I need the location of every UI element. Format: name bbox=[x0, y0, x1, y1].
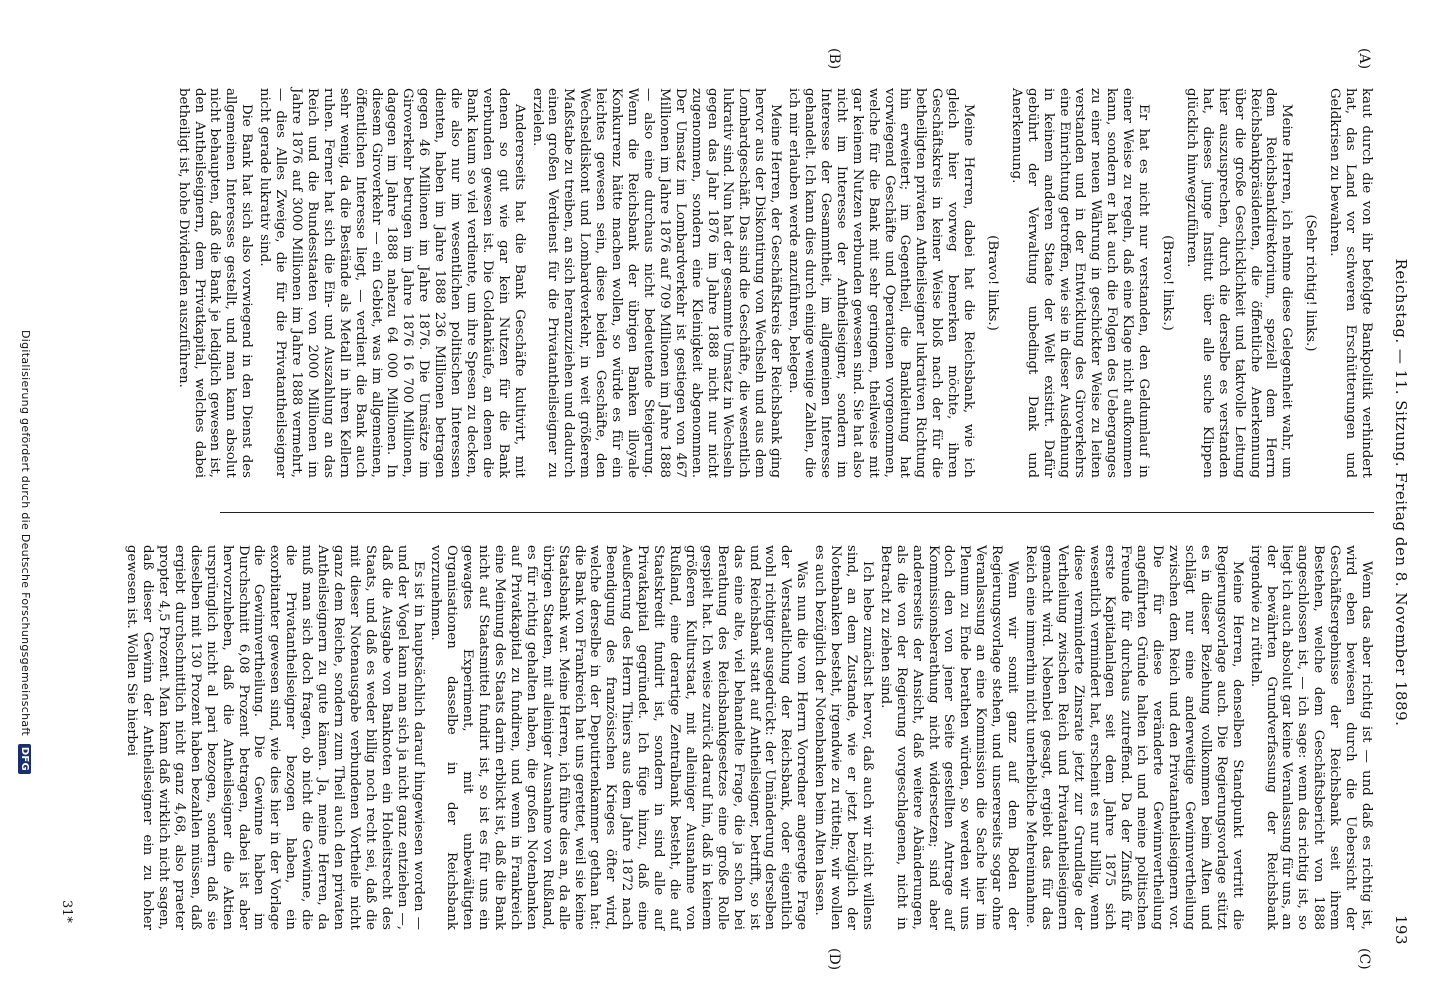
interjection: (Bravo! links.) bbox=[1160, 235, 1176, 331]
paragraph: Ich hebe zunächst hervor, daß auch wir nicht willens sind, an dem Zustande, wie er jetzt bezüglich der Notenbanken besteht, irgendwie zu rütteln; wir wollen es auch bezüglich der Notenbanken beim Alten lassen. bbox=[812, 545, 875, 930]
paragraph: Er hat es nicht nur verstanden, den Geldumlauf in einer Weise zu regeln, daß eine Klage nicht aufkommen kann, sondern er hat auch die Folgen des Ueberganges zu einer neuen Währung in geschickter Weise zu leiten verstanden und in der Entwicklung des Giroverkehrs eine Einrichtung getroffen, wie sie in dieser Ausdehnung in keinem anderen Staate der Welt existirt. Dafür gebührt der Verwaltung unbedingt Dank und Anerkennung. bbox=[1008, 88, 1152, 478]
paragraph: Was nun die vom Herrn Vorredner angeregte Frage der Verstaatlichung der Reichsbank, oder eigentlich wohl richtiger ausgedrückt: der Umänderung derselben und Reichsbank statt auf Antheilseigner, betrifft, so ist das eine alte, viel behandelte Frage, die ja schon bei Berathung des Reichsbankgesetzes eine große Rolle gespielt hat. Ich weise zurück darauf hin, daß in keinem größeren Kulturstaat, mit alleiniger Ausnahme von Rußland, eine derartige Zentralbank besteht, die auf Staatskredit fundirt ist, sondern in sind alle auf Privatkapital gegründet. Ich füge hinzu, daß eine Aeußerung des Herrn Thiers aus dem Jahre 1872 nach Beendigung des französischen Krieges öfter wird, welche derselbe in der Deputirtenkammer gethan hat: die Bank von Frankreich hat uns gerettet, weil sie keine Staatsbank war. Meine Herren, ich führe dies an, da alle übrigen Staaten, mit alleiniger Ausnahme von Rußland, es für richtig gehalten haben, die großen Notenbanken auf Privatkapital zu fundiren, und wenn in Frankreich eine Meinung des Staats darin erblickt ist, daß die Bank nicht auf Staatsmittel fundirt ist, so ist es für uns ein gewagtes Experiment, mit unbewältigten Organisationen dasselbe in der Reichsbank vorzunehmen. bbox=[428, 545, 810, 930]
page-header bbox=[1384, 40, 1410, 945]
paragraph: Meine Herren, dabei hat die Reichsbank, wie ich gleich hier vorweg bemerken möchte, ihren Geschäftskreis in keiner Weise bloß nach der für die betheiligten privaten Antheilseigner lukrativen Richtung hin erweitert; im Gegentheil, die Bankleitung hat vorwiegend Geschäfte und Operationen vorgenommen, welche für die Bank mit sehr geringem, theilweise mit gar keinem Nutzen verbunden gewesen sind. Sie hat also nicht im Interesse der Antheilseigner, sondern im Interesse der Gesammtheit, im allgemeinen Interesse gehandelt. Ich kann dies durch einige wenige Zahlen, die ich mir erlauben werde anzuführen, belegen. bbox=[786, 88, 977, 478]
paragraph: Wenn das aber richtig ist — und daß es richtig ist, wird eben bewiesen durch die Uebersicht der Geschäftsergebnisse der Reichsbank seit ihrem Bestehen, welche dem Geschäftsbericht von 1888 angeschlossen ist, — ich sage: wenn das richtig ist, so liegt ich auch absolut gar keine Veranlassung für uns, an der bewährten Grundverfassung der Reichsbank irgendwie zu rütteln. bbox=[1247, 545, 1374, 930]
page-title: Reichstag. — 11. Sitzung. Freitag den 8. November 1889. bbox=[1392, 258, 1410, 727]
paragraph: Wenn wir somit ganz auf dem Boden der Regierungsvorlage stehen, und unsererseits sogar ohne Veranlassung an eine Kommission die Sache hier im Plenum zu Ende berathen würden, so werden wir uns doch den von jener Seite gestellten Antrage auf Kommissionsberathung nicht widersetzen; sind aber andererseits der Ansicht, daß weitere Abänderungen, als die von der Regierung vorgeschlagenen, nicht in Betracht zu ziehen sind. bbox=[877, 545, 1021, 930]
margin-marker-a: (A) bbox=[1356, 48, 1372, 70]
margin-marker-d: (D) bbox=[826, 948, 842, 971]
paragraph: kaut durch die von ihr befolgte Bankpolitik verhindert hat, das Land vor schweren Erschütterungen und Geldkrisen zu bewahren. bbox=[1327, 88, 1374, 478]
digitization-footer bbox=[18, 330, 32, 774]
interjection: (Bravo! links.) bbox=[984, 235, 1000, 331]
right-column bbox=[121, 545, 1374, 930]
footer-text: Digitalisierung gefördert durch die Deutsche Forschungsgemeinschaft bbox=[19, 330, 32, 737]
interjection: (Sehr richtig! links.) bbox=[1303, 214, 1319, 352]
paragraph: Die Bank hat sich also vorwiegend in den Dienst des allgemeinen Interesses gestellt, und man kann absolut nicht behaupten, daß die Bank je lediglich gewesen ist, den Antheilseignern, dem Privatkapital, welches dabei betheiligt ist, hohe Dividenden auszuführen. bbox=[175, 88, 255, 478]
paragraph: Es ist in hauptsächlich darauf hingewiesen worden — und der Vogel kann man sich ja nicht ganz entziehen —, daß die Ausgabe von Banknoten ein Hoheitsrecht des Staats, und daß es weder billig noch recht sei, daß die mit dieser Notenausgabe verbundenen Vortheile nicht ganz dem Reiche, sondern zum Theil auch den privaten Antheilseignern zu gute kämen. Ja, meine Herren, da muß man sich doch fragen, ob nicht die Gewinne, die die Privatantheilseigner bezogen haben, ein exorbitanter gewesen sind, wie dies hier in der Vorlage die Gewinnvertheilung. Die Gewinne haben im Durchschnitt 6,08 Prozent betragen, dabei ist aber hervorzuheben, daß die Antheilseigner die Aktien ursprünglich nicht al pari bezogen, sondern daß sie dieselben mit 130 Prozent haben bezahlen müssen, daß ergiebt durchschnittlich nicht ganz 4,68, also praeter propter 4,5 Prozent. Man kann daß wirklich nicht sagen, daß dieser Gewinn der Antheilseigner ein zu hoher gewesen ist. Wollen Sie hierbei bbox=[124, 545, 426, 930]
left-column bbox=[173, 88, 1374, 478]
margin-marker-b: (B) bbox=[826, 48, 842, 70]
paragraph: Meine Herren, denselben Standpunkt vertritt die Regierungsvorlage auch. Die Regierungsvorlage stützt es in dieser Beziehung vollkommen beim Alten und schlägt nur eine anderweitige Gewinnvertheilung zwischen dem Reich und den Privatantheilseignern vor. Die für diese veränderte Gewinnvertheilung angeführten Gründe halten ich und meine politischen Freunde für durchaus zutreffend. Da der Zinsfuß für erste Kapitalanlagen seit dem Jahre 1875 sich wesentlich vermindert hat, erscheint es nur billig, wenn diese verminderte Zinsrate jetzt zur Grundlage der Vertheilung zwischen Reich und Privatantheilseignern gemacht wird. Nebenbei gesagt, ergiebt das für das Reich eine immerhin nicht unerhebliche Mehreinnahme. bbox=[1022, 545, 1245, 930]
paragraph: Andererseits hat die Bank Geschäfte kultivirt, mit denen so gut wie gar kein Nutzen für die Bank verbunden gewesen ist. Die Goldankäufe, an denen die Bank kaum so viel verdiente, um ihre Spesen zu decken, die also nur im wesentlichen politischen Interessen dienten, haben im Jahre 1888 236 Millionen betragen gegen 46 Millionen im Jahre 1876. Die Umsätze im Giroverkehr betrugen im Jahre 1876 16 700 Millionen, dagegen im Jahre 1888 nahezu 64 000 Millionen. In diesem Giroverkehr — ein Gebiet, was im allgemeinen, öffentlichen Interesse liegt, — verdient die Bank auch sehr wenig, da die Bestände als Metall in ihren Kellern ruhen. Ferner hat sich die Ein- und Auszahlung an das Reich und die Bundesstaaten von 2000 Millionen im Jahre 1876 auf 3000 Millionen im Jahre 1888 vermehrt, — dies Alles Zweige, die für die Privatantheilseigner nicht gerade lukrativ sind. bbox=[257, 88, 527, 478]
margin-marker-c: (C) bbox=[1356, 948, 1372, 970]
paragraph: Meine Herren, der Geschäftskreis der Reichsbank ging hervor aus der Diskontirung von Wechseln und aus dem Lombardgeschäft. Das sind die Geschäfte, die wesentlich lukrativ sind. Nun hat der gesammte Umsatz in Wechseln gegen das Jahr 1876 im Jahre 1888 nicht nur nicht zugenommen, sondern eine Kleinigkeit abgenommen. Der Umsatz im Lombardverkehr ist gestiegen von 467 Millionen im Jahre 1876 auf 709 Millionen im Jahre 1888 — also eine durchaus nicht bedeutende Steigerung. Wenn die Reichsbank der übrigen Banken illoyale Konkurrenz hätte machen wollen, so würde es für ein leichtes gewesen sein, diese beiden Geschäfte, den Wechseldiskont und Lombardverkehr, in weit größerem Maßstabe zu treiben, an sich heranzuziehen und dadurch einen großen Verdienst für die Privatantheilseigner zu erzielen. bbox=[529, 88, 784, 478]
column-divider bbox=[220, 512, 1374, 513]
signature-mark: 31* bbox=[59, 900, 74, 924]
dfg-logo: DFG bbox=[18, 744, 31, 774]
page-number: 193 bbox=[1392, 914, 1410, 945]
paragraph: Meine Herren, ich nehme diese Gelegenheit wahr, um dem Reichsbankdirektorium, speziell dem Herrn Reichsbankpräsidenten, die öffentliche Anerkennung über die große Geschicklichkeit und taktvolle Leitung hier auszusprechen, durch die derselbe es verstanden hat, dieses junge Institut über alle suche Klippen glücklich hinwegzuführen. bbox=[1183, 88, 1295, 478]
